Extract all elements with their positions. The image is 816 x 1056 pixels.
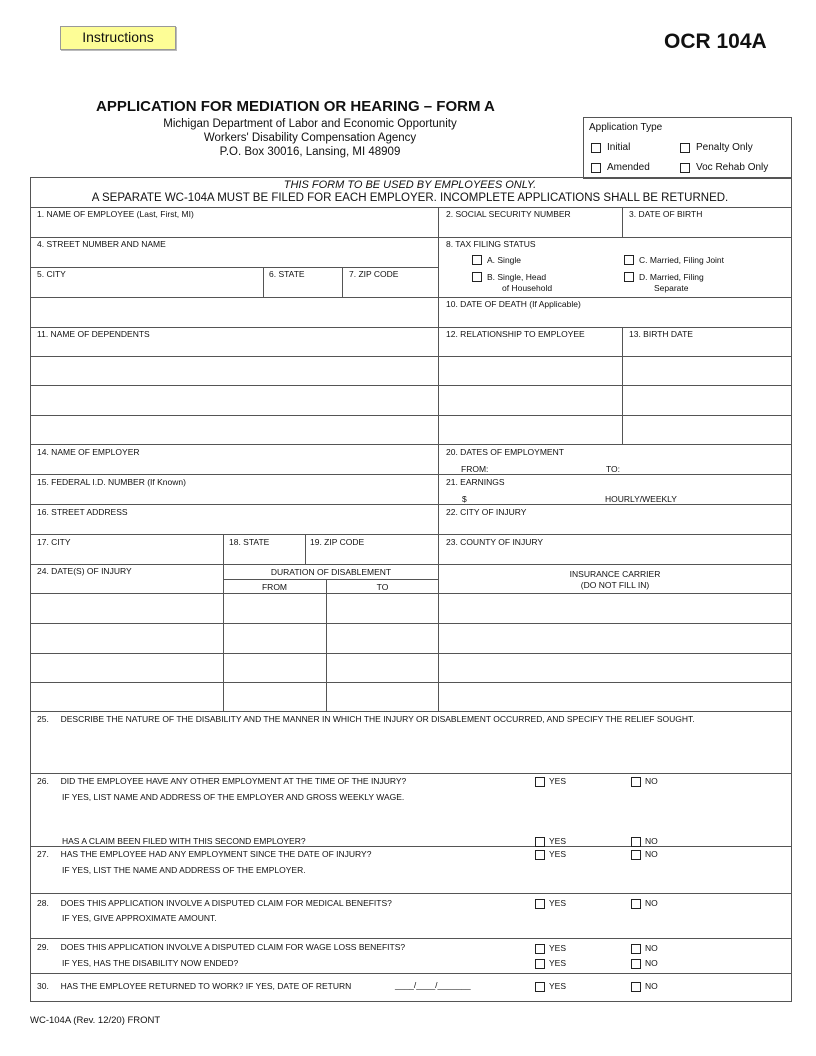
notice-line-1: THIS FORM TO BE USED BY EMPLOYEES ONLY. (283, 179, 537, 191)
injury-dates-label: 24. DATE(S) OF INJURY (37, 566, 132, 576)
earnings-unit: HOURLY/WEEKLY (605, 494, 677, 504)
q29-yes-label: YES (549, 943, 567, 953)
agency-line-2: Workers' Disability Compensation Agency (203, 132, 417, 144)
duration-to-label: TO (376, 582, 389, 592)
employment-from-label: FROM: (461, 464, 489, 474)
initial-label: Initial (607, 142, 631, 153)
birth-date-label: 3. DATE OF BIRTH (629, 209, 703, 219)
penalty-only-checkbox[interactable] (680, 143, 690, 153)
tax-filing-label: 8. TAX FILING STATUS (446, 239, 536, 249)
employer-state-label: 18. STATE (229, 537, 270, 547)
q29-text: 29. DOES THIS APPLICATION INVOLVE A DISPUTED CLAIM FOR WAGE LOSS BENEFITS? (37, 942, 406, 952)
amended-label: Amended (607, 162, 650, 173)
employer-zip-label: 19. ZIP CODE (310, 537, 365, 547)
q29b-text: IF YES, HAS THE DISABILITY NOW ENDED? (62, 958, 239, 968)
q27-no-label: NO (645, 849, 658, 859)
q30-yes-label: YES (549, 981, 567, 991)
q30-return-date[interactable]: ____/____/_______ (395, 980, 471, 990)
earnings-dollar: $ (462, 494, 467, 504)
q27b-text: IF YES, LIST THE NAME AND ADDRESS OF THE EMPLOYER. (62, 865, 306, 875)
street-label: 4. STREET NUMBER AND NAME (37, 239, 166, 249)
duration-from-label: FROM (261, 582, 288, 592)
tax-married-separate-checkbox[interactable] (624, 272, 634, 282)
tax-single-label: A. Single (487, 255, 522, 265)
tax-married-separate-label-1: D. Married, Filing (639, 272, 704, 282)
voc-rehab-only-label: Voc Rehab Only (696, 162, 769, 173)
q29b-no-checkbox[interactable] (631, 959, 641, 969)
tax-married-joint-checkbox[interactable] (624, 255, 634, 265)
application-type-label: Application Type (589, 122, 663, 133)
q28-yes-label: YES (549, 898, 567, 908)
q27-text: 27. HAS THE EMPLOYEE HAD ANY EMPLOYMENT SINCE THE DATE OF INJURY? (37, 849, 372, 859)
q26-text: 26. DID THE EMPLOYEE HAVE ANY OTHER EMPLOYMENT AT THE TIME OF THE INJURY? (37, 776, 407, 786)
notice-line-2: A SEPARATE WC-104A MUST BE FILED FOR EACH EMPLOYER. INCOMPLETE APPLICATIONS SHALL BE RETURNED. (91, 192, 729, 204)
q26b-text: IF YES, LIST NAME AND ADDRESS OF THE EMPLOYER AND GROSS WEEKLY WAGE. (62, 792, 405, 802)
q29-no-label: NO (645, 943, 658, 953)
zip-label: 7. ZIP CODE (349, 269, 399, 279)
agency-line-3: P.O. Box 30016, Lansing, MI 48909 (219, 146, 401, 158)
q26c-yes-checkbox[interactable] (535, 837, 545, 847)
q28-no-label: NO (645, 898, 658, 908)
q26c-no-checkbox[interactable] (631, 837, 641, 847)
relationship-label: 12. RELATIONSHIP TO EMPLOYEE (446, 329, 585, 339)
initial-checkbox[interactable] (591, 143, 601, 153)
employer-city-label: 17. CITY (37, 537, 71, 547)
death-date-label: 10. DATE OF DEATH (If Applicable) (446, 299, 581, 309)
voc-rehab-only-checkbox[interactable] (680, 163, 690, 173)
q30-yes-checkbox[interactable] (535, 982, 545, 992)
q29b-yes-checkbox[interactable] (535, 959, 545, 969)
q25-text: 25. DESCRIBE THE NATURE OF THE DISABILITY AND THE MANNER IN WHICH THE INJURY OR DISABLEMENT OCCURRED, AND SPECIFY THE RELIEF SOUGHT. (37, 714, 695, 724)
tax-married-separate-label-2: Separate (654, 283, 689, 293)
employee-name-label: 1. NAME OF EMPLOYEE (Last, First, MI) (37, 209, 194, 219)
state-label: 6. STATE (269, 269, 305, 279)
injury-city-label: 22. CITY OF INJURY (446, 507, 527, 517)
tax-head-household-label-2: of Household (502, 283, 553, 293)
instructions-button[interactable]: Instructions (60, 26, 176, 50)
employer-name-label: 14. NAME OF EMPLOYER (37, 447, 140, 457)
insurance-carrier-label: INSURANCE CARRIER (569, 569, 661, 579)
tax-head-household-label-1: B. Single, Head (487, 272, 547, 282)
injury-county-label: 23. COUNTY OF INJURY (446, 537, 543, 547)
employment-to-label: TO: (606, 464, 621, 474)
form-footer: WC-104A (Rev. 12/20) FRONT (30, 1015, 161, 1026)
page-title: APPLICATION FOR MEDIATION OR HEARING – FORM A (96, 98, 495, 115)
city-label: 5. CITY (37, 269, 66, 279)
penalty-only-label: Penalty Only (696, 142, 753, 153)
q30-text: 30. HAS THE EMPLOYEE RETURNED TO WORK? IF YES, DATE OF RETURN (37, 981, 352, 991)
q29b-no-label: NO (645, 958, 658, 968)
q30-no-label: NO (645, 981, 658, 991)
q27-yes-label: YES (549, 849, 567, 859)
q29-no-checkbox[interactable] (631, 944, 641, 954)
q27-no-checkbox[interactable] (631, 850, 641, 860)
q29-yes-checkbox[interactable] (535, 944, 545, 954)
q28b-text: IF YES, GIVE APPROXIMATE AMOUNT. (62, 913, 217, 923)
dependents-label: 11. NAME OF DEPENDENTS (37, 329, 150, 339)
q26-yes-checkbox[interactable] (535, 777, 545, 787)
q26-no-label: NO (645, 776, 658, 786)
q26-no-checkbox[interactable] (631, 777, 641, 787)
q26-yes-label: YES (549, 776, 567, 786)
federal-id-label: 15. FEDERAL I.D. NUMBER (If Known) (37, 477, 186, 487)
tax-single-checkbox[interactable] (472, 255, 482, 265)
q30-no-checkbox[interactable] (631, 982, 641, 992)
employment-dates-label: 20. DATES OF EMPLOYMENT (446, 447, 564, 457)
q28-text: 28. DOES THIS APPLICATION INVOLVE A DISPUTED CLAIM FOR MEDICAL BENEFITS? (37, 898, 392, 908)
dependent-birth-date-label: 13. BIRTH DATE (629, 329, 693, 339)
tax-married-joint-label: C. Married, Filing Joint (639, 255, 725, 265)
form-code: OCR 104A (664, 30, 767, 53)
q26c-no-label: NO (645, 836, 658, 846)
q26c-text: HAS A CLAIM BEEN FILED WITH THIS SECOND EMPLOYER? (62, 836, 306, 846)
amended-checkbox[interactable] (591, 163, 601, 173)
q29b-yes-label: YES (549, 958, 567, 968)
duration-label: DURATION OF DISABLEMENT (270, 567, 392, 577)
q27-yes-checkbox[interactable] (535, 850, 545, 860)
ssn-label: 2. SOCIAL SECURITY NUMBER (446, 209, 571, 219)
agency-line-1: Michigan Department of Labor and Economic Opportunity (163, 118, 457, 130)
tax-head-household-checkbox[interactable] (472, 272, 482, 282)
q26c-yes-label: YES (549, 836, 567, 846)
earnings-label: 21. EARNINGS (446, 477, 505, 487)
employer-street-label: 16. STREET ADDRESS (37, 507, 128, 517)
q28-yes-checkbox[interactable] (535, 899, 545, 909)
q28-no-checkbox[interactable] (631, 899, 641, 909)
insurance-carrier-note: (DO NOT FILL IN) (580, 580, 650, 590)
